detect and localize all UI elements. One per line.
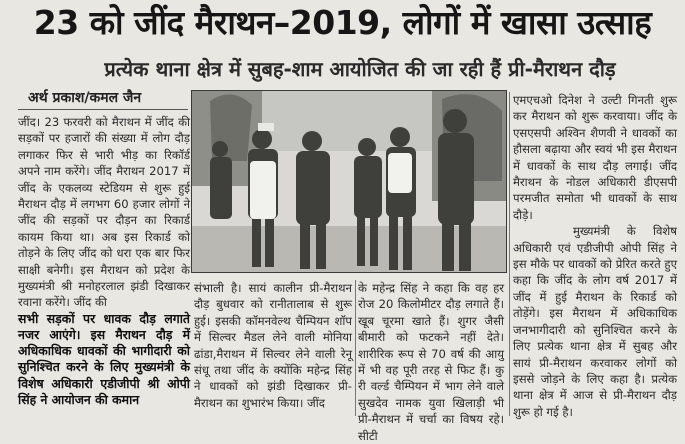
- subheadline: प्रत्येक थाना क्षेत्र में सुबह-शाम आयोजित की जा रही हैं प्री-मैराथन दौड़: [104, 57, 616, 81]
- col3-paragraph-1: एमएचओ दिनेश ने उल्टी गिनती शुरू कर मैराथन को शुरू करवाया। जींद के एसएसपी अश्विन शैणवी ने धावकों का हौसला बढ़ाया और स्वयं भी इस मैराथन में धावकों के साथ दौड़ लगाई। जींद मैराथन के नोडल अधिकारी डीएसपी परमजीत समोता भी धावकों के साथ दौड़े।: [513, 93, 677, 222]
- headline: 23 को जींद मैराथन–2019, लोगों में खासा उत्साह: [33, 3, 652, 42]
- marathon-runners-photo: [192, 91, 506, 272]
- article-column-2: [194, 280, 352, 416]
- article-column-3: [358, 280, 504, 443]
- lead-paragraph: जींद। 23 फरवरी को मैराथन में जींद की सड़कों पर हजारों की संख्या में लोग दौड़ लगाकर फिर से भारी भीड़ का रिकॉर्ड अपने नाम करेंगे। जींद मैराथन 2017 में जींद के एकलव्य स्टेडियम से शुरू हुई मैराथन दौड़ में लगभग 60 हजार लोगों ने जींद की सड़कों पर दौड़न का रिकार्ड कायम किया था। अब इस रिकार्ड को तोड़ने के लिए जींद को धरा एक बार फिर साक्षी बनेगी। इस मैराथन को प्रदेश के मुख्यमंत्री श्री मनोहरलाल झंडी दिखाकर रवाना करेंगे। जींद की: [18, 115, 190, 310]
- news-photo: [191, 90, 507, 273]
- column-divider: [355, 280, 356, 416]
- byline: अर्थ प्रकाश/कमल जैन: [28, 90, 142, 106]
- byline-divider: [18, 109, 188, 110]
- mid-paragraph-2: के महेन्द्र सिंह ने कहा कि वह हर रोज 20 किलोमीटर दौड़ लगाते हैं। खूब चूरमा खाते हैं। शुगर जैसी बीमारी को फटकने नहीं देते। शारीरिक रूप से 70 वर्ष की आयु में भी वह पूरी तरह से फिट हैं। कु री वर्ल्ड चैम्पियन में भाग लेने वाले सुखदेव नामक युवा खिलाड़ी भी प्री-मैराथन में चर्चा का विषय रहे। सीटी: [358, 281, 504, 443]
- article-column-1: [18, 114, 190, 414]
- column-divider: [509, 92, 510, 416]
- bold-paragraph: सभी सड़कों पर धावक दौड़ लगाते नजर आएंगे। इस मैराथन दौड़ में अधिकाधिक धावकों की भागीदारी को सुनिश्चित करने के लिए मुख्यमंत्री के विशेष अधिकारी एडीजीपी श्री ओपी सिंह ने आयोजन की कमान: [18, 310, 190, 407]
- col3-paragraph-2: मुख्यमंत्री के विशेष अधिकारी एवं एडीजीपी ओपी सिंह ने इस मौके पर धावकों को प्रेरित करते हुए कहा कि जींद के लोग वर्ष 2017 में जींद में हुई मैराथन के रिकार्ड को तोड़ेंगे। इस मैराथन में अधिकाधिक जनभागीदारी को सुनिश्चित करने के लिए प्रत्येक थाना क्षेत्र में सुबह और सायं प्री-मैराथन करवाकर लोगों को इससे जोड़ने के लिए कहा है। प्रत्येक थाना क्षेत्र में आज से प्री-मैराथन दौड़ शुरू हो गई है।: [513, 224, 677, 419]
- article-column-4: [513, 92, 677, 418]
- mid-paragraph-1: संभाली है। सायं कालीन प्री-मैराथन दौड़ बुधवार को रानीतालाब से शुरू हुई। इसकी कॉमनवेल्थ चैम्पियन शॉप में सिल्वर मैडल लेने वाली मोनिया ढांडा,मैराथन में सिल्वर लेने वाली रेनू संधू तथा जींद के क्योंकि महेन्द्र सिंह ने धावकों को झंडी दिखाकर प्री-मैराथन का शुभारंभ किया। जींद: [194, 281, 352, 410]
